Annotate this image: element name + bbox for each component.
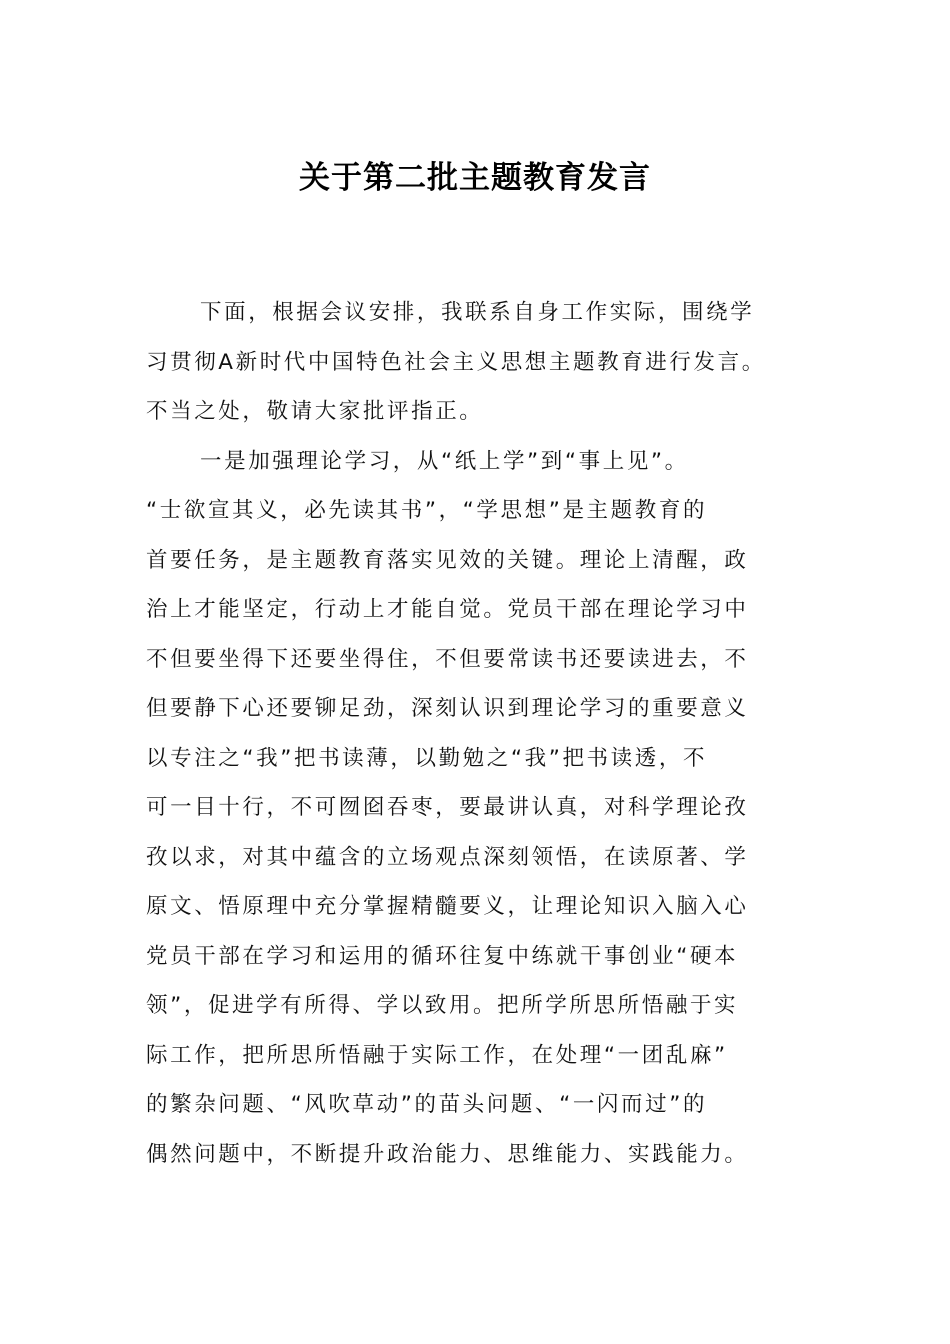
paragraph-theory-line: 首要任务，是主题教育落实见效的关键。理论上清醒，政 (146, 547, 749, 573)
paragraph-theory-line: 际工作，把所思所悟融于实际工作，在处理“一团乱麻” (146, 1042, 728, 1068)
paragraph-theory-line: 治上才能坚定，行动上才能自觉。党员干部在理论学习中 (146, 597, 749, 622)
paragraph-theory-line: 一是加强理论学习，从“纸上学”到“事上见”。 (200, 448, 689, 474)
paragraph-intro-line: 不当之处，敬请大家批评指正。 (146, 399, 484, 424)
paragraph-theory-line: 原文、悟原理中充分掌握精髓要义，让理论知识入脑入心 (146, 894, 749, 919)
paragraph-theory-line: 可一目十行，不可囫囵吞枣，要最讲认真，对科学理论孜 (146, 795, 749, 820)
document-title: 关于第二批主题教育发言 (299, 160, 651, 196)
paragraph-theory-line: 但要静下心还要铆足劲，深刻认识到理论学习的重要意义 (146, 696, 749, 721)
paragraph-theory-line: “士欲宣其义，必先读其书”，“学思想”是主题教育的 (146, 498, 708, 523)
paragraph-intro-line: 习贯彻A新时代中国特色社会主义思想主题教育进行发言。 (146, 349, 766, 375)
document-body (146, 288, 806, 1179)
paragraph-theory-line: 以专注之“我”把书读薄，以勤勉之“我”把书读透，不 (146, 745, 708, 771)
paragraph-theory-line: 偶然问题中，不断提升政治能力、思维能力、实践能力。 (146, 1141, 749, 1167)
paragraph-theory-line: 领”，促进学有所得、学以致用。把所学所思所悟融于实 (146, 993, 739, 1018)
paragraph-theory-line: 不但要坐得下还要坐得住，不但要常读书还要读进去，不 (146, 646, 749, 672)
paragraph-theory-line: 孜以求，对其中蕴含的立场观点深刻领悟，在读原著、学 (146, 844, 749, 870)
paragraph-theory-line: 党员干部在学习和运用的循环往复中练就干事创业“硬本 (146, 943, 739, 969)
paragraph-theory-line: 的繁杂问题、“风吹草动”的苗头问题、“一闪而过”的 (146, 1092, 708, 1117)
paragraph-intro-line: 下面，根据会议安排，我联系自身工作实际，围绕学 (200, 300, 755, 325)
